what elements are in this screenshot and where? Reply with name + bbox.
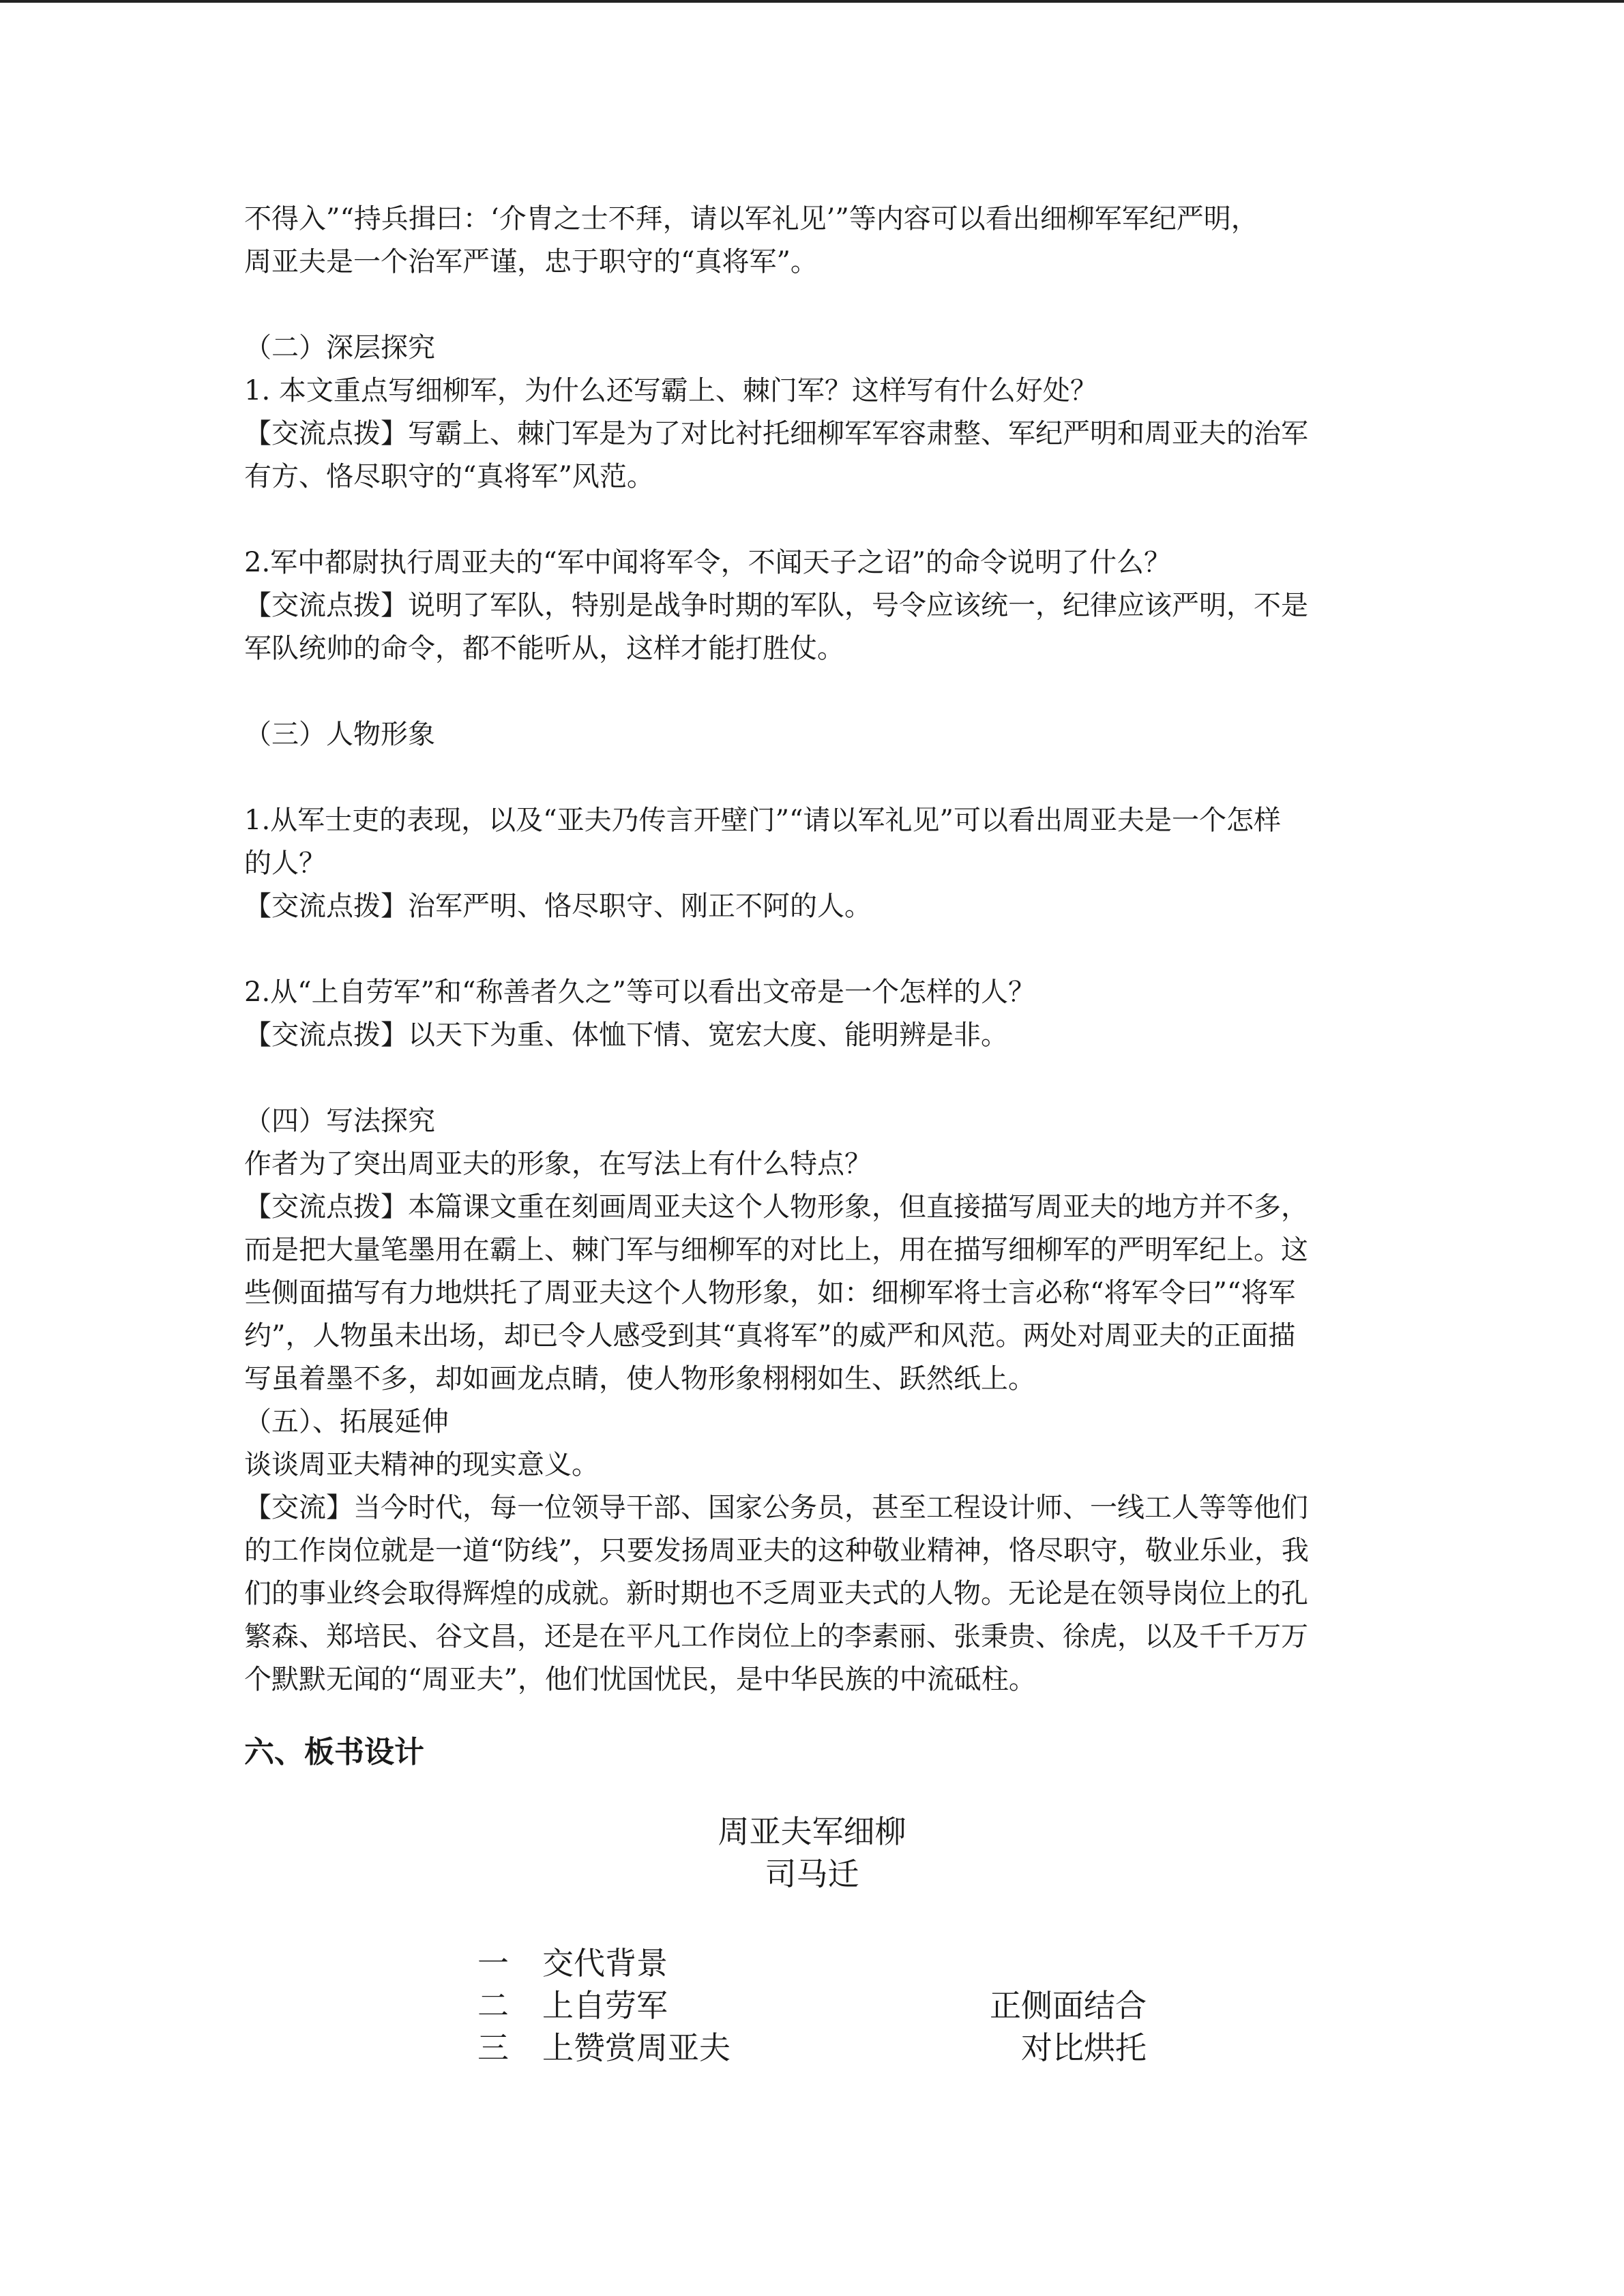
extend-answer-line-3: 们的事业终会取得辉煌的成就。新时期也不乏周亚夫式的人物。无论是在领导岗位上的孔	[244, 1578, 1308, 1609]
continuation-line-2: 周亚夫是一个治军严谨，忠于职守的“真将军”。	[244, 246, 818, 278]
deep-answer-2-line-2: 军队统帅的命令，都不能听从，这样才能打胜仗。	[244, 633, 844, 664]
character-question-2: 2.从“上自劳军”和“称善者久之”等可以看出文帝是一个怎样的人？	[244, 976, 1035, 1008]
extend-answer-line-2: 的工作岗位就是一道“防线”，只要发扬周亚夫的这种敬业精神，恪尽职守，敬业乐业，我	[244, 1535, 1309, 1566]
writing-question: 作者为了突出周亚夫的形象，在写法上有什么特点？	[244, 1148, 872, 1180]
deep-question-2: 2.军中都尉执行周亚夫的“军中闻将军令，不闻天子之诏”的命令说明了什么？	[244, 547, 1172, 578]
character-answer-2: 【交流点拨】以天下为重、体恤下情、宽宏大度、能明辨是非。	[244, 1019, 1008, 1051]
deep-answer-1-line-2: 有方、恪尽职守的“真将军”风范。	[244, 461, 654, 492]
deep-answer-1-line-1: 【交流点拨】写霸上、棘门军是为了对比衬托细柳军军容肃整、军纪严明和周亚夫的治军	[244, 418, 1308, 449]
extend-answer-line-1: 【交流】当今时代，每一位领导干部、国家公务员，甚至工程设计师、一线工人等等他们	[244, 1492, 1308, 1523]
writing-answer-line-4: 约”，人物虽未出场，却已令人感受到其“真将军”的威严和风范。两处对周亚夫的正面描	[244, 1320, 1296, 1352]
extend-question: 谈谈周亚夫精神的现实意义。	[244, 1449, 599, 1480]
continuation-line-1: 不得入”“持兵揖曰：‘介胄之士不拜，请以军礼见’”等内容可以看出细柳军军纪严明，	[244, 203, 1258, 235]
page-top-border	[0, 0, 1624, 3]
board-method-2: 对比烘托	[1021, 2029, 1147, 2066]
deep-question-1: 1. 本文重点写细柳军，为什么还写霸上、棘门军？这样写有什么好处？	[244, 375, 1097, 406]
board-item-number: 一	[477, 1945, 509, 1982]
board-title: 周亚夫军细柳	[718, 1813, 906, 1850]
writing-answer-line-3: 些侧面描写有力地烘托了周亚夫这个人物形象，如：细柳军将士言必称“将军令曰”“将军	[244, 1277, 1296, 1309]
document-body	[244, 198, 1380, 1776]
character-question-1-line-2: 的人？	[244, 848, 326, 879]
character-answer-1: 【交流点拨】治军严明、恪尽职守、刚正不阿的人。	[244, 891, 872, 922]
board-design-heading: 六、板书设计	[244, 1735, 424, 1770]
board-design	[0, 1810, 1624, 2066]
writing-answer-line-5: 写虽着墨不多，却如画龙点睛，使人物形象栩栩如生、跃然纸上。	[244, 1363, 1035, 1395]
section-deep-title: （二）深层探究	[244, 332, 435, 363]
board-item-number: 三	[477, 2029, 509, 2066]
board-item-number: 二	[477, 1987, 509, 2024]
board-method-1: 正侧面结合	[990, 1987, 1147, 2024]
writing-answer-line-2: 而是把大量笔墨用在霸上、棘门军与细柳军的对比上，用在描写细柳军的严明军纪上。这	[244, 1234, 1308, 1266]
writing-answer-line-1: 【交流点拨】本篇课文重在刻画周亚夫这个人物形象，但直接描写周亚夫的地方并不多，	[244, 1191, 1308, 1223]
deep-answer-2-line-1: 【交流点拨】说明了军队，特别是战争时期的军队，号令应该统一，纪律应该严明，不是	[244, 590, 1308, 621]
board-item-text: 交代背景	[542, 1945, 668, 1982]
board-author: 司马迁	[765, 1855, 859, 1892]
extend-answer-line-4: 繁森、郑培民、谷文昌，还是在平凡工作岗位上的李素丽、张秉贵、徐虎，以及千千万万	[244, 1621, 1308, 1652]
board-item-text: 上自劳军	[542, 1987, 668, 2024]
section-extend-title: （五）、拓展延伸	[244, 1406, 449, 1437]
character-question-1-line-1: 1.从军士吏的表现，以及“亚夫乃传言开壁门”“请以军礼见”可以看出周亚夫是一个怎样	[244, 805, 1281, 836]
section-character-title: （三）人物形象	[244, 719, 435, 750]
board-item-text: 上赞赏周亚夫	[542, 2029, 730, 2066]
extend-answer-line-5: 个默默无闻的“周亚夫”，他们忧国忧民，是中华民族的中流砥柱。	[244, 1664, 1036, 1695]
board-item-1	[477, 1942, 1160, 1984]
section-writing-title: （四）写法探究	[244, 1105, 435, 1137]
